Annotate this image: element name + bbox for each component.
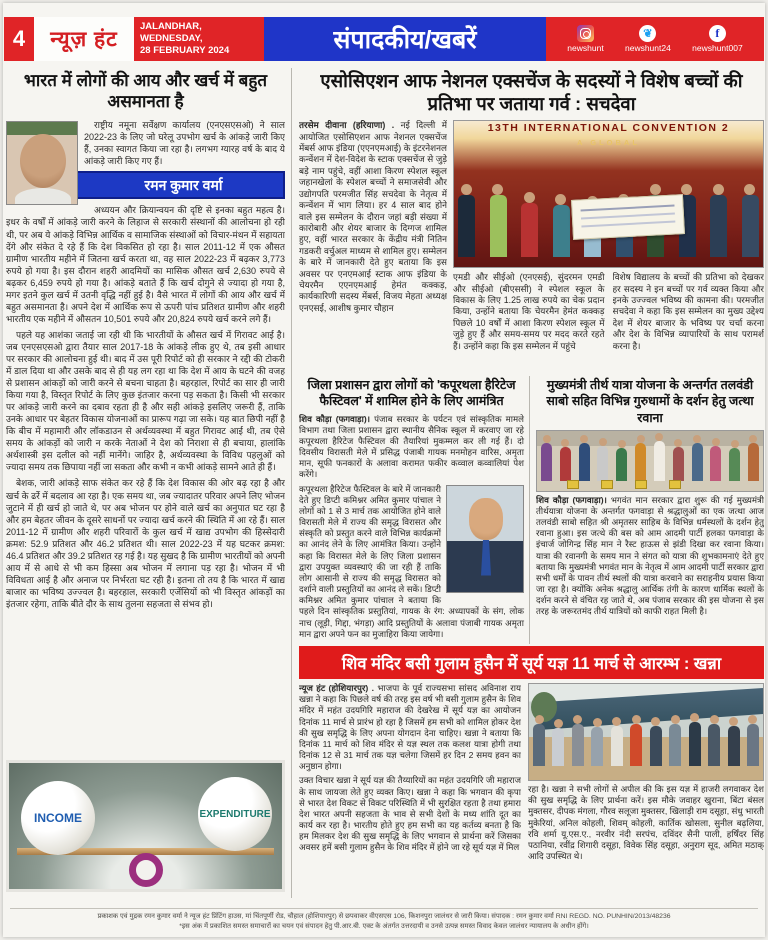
page-number: 4 bbox=[4, 17, 34, 61]
imprint-line1 bbox=[10, 912, 758, 922]
author-name-box: रमन कुमार वर्मा bbox=[6, 171, 285, 200]
convention-caption-right: विशेष विद्यालय के बच्चों की प्रतिभा को देखकर हर सदस्य ने इन बच्चों पर गर्व व्यक्त किया और इनके उज्ज्वल भविष्य की कामना की। परमजीत सचदेवा ने कहा कि इस सम्मेलन का मुख्य उद्देश्य देश में शेयर बाजार के भविष्य पर चर्चा करना और देश के विभिन्न व्यापारियों के साथ परामर्श करना है। bbox=[612, 272, 764, 351]
heritage-body: पंजाब सरकार के पर्यटन एवं सांस्कृतिक मामले विभाग तथा जिला प्रशासन द्वारा स्थानीय सैनिक स्कूल में करवाए जा रहे कपूरथला हैरिटेज फैस्टिवल की तैयारियां मुकम्मल कर ली गई हैं। दो दिवसीय विरासती मेले में प्रसिद्ध पंजाबी गायक मनमोहन वारिस, अमृता मान, सूफी फनकारों के अलावा करामत फकीर कव्वाल कव्वालियां पेश करेंगे। bbox=[299, 413, 525, 480]
yagna-text-right: रहा है। खन्ना ने सभी लोगों से अपील की कि इस यज्ञ में हाजरी लगवाकर देश की सुख समृद्धि के लिए प्रार्थना करें। इस मौके जवाहर खुराना, बिंटा बंसल मुक्तसर, दीपक मंगला, गौरव सलूजा मुक्तसर, खिलाड़ी राम दसूहा, संधु भारती मुकेरियां, अनिल कोहली, शिवम् कोहली, कार्तिक खोसला, सुनील बढ़लिया, रवि शर्मा यू.एस.ए., नरवीर नंदी सरपंच, दविंदर सैनी पाली, हर्षिंदर सिंह पठानिया, रवींद्र शिगारी दसूहा, विवेक सिंह दसूहा, अनुराग सूद, अमित मठाक् आदि उपस्थित थे। bbox=[528, 784, 764, 862]
section-title: संपादकीय/खबरें bbox=[264, 17, 546, 61]
imprint-line2: *इस अंक में प्रकाशित समस्त समाचारों का चयन एवं संपादन हेतु पी.आर.बी. एक्ट के अंतर्गत उत्तरदायी व उनसे उत्पन्न समस्त विवाद केवल जालंधर न्यायालय के अधीन होंगे। bbox=[179, 923, 589, 931]
convention-title: एसोसिएशन आफ नेशनल एक्सचेंज के सदस्यों ने विशेष बच्चों की प्रतिभा पर जताया गर्व : सचदेवा bbox=[320, 70, 743, 114]
editorial-paragraph: अध्ययन और क्रियान्वयन की दृष्टि से इनका बहुत महत्व है। इधर के वर्षों में आंकड़े जारी करने के लिहाज से सरकारी संस्थानों की आलोचना हो रही थी, पर अब ये आंकड़े विभिन्न आर्थिक व सामाजिक संस्थाओं को विचार-मंथन में सहायता देंगे और संकेत दे रहे हैं कि देश विकसित हो रहा है। साल 2011-12 में एक औसत ग्रामीण भारतीय महीने में जितना खर्च करता था, वह साल 2022-23 में बढ़कर 3,773 रुपये हो गया है। इस दौरान शहरी आदमियों का मासिक औसत खर्च 2,630 रुपये से बढ़कर 6,459 रुपये हो गया है। आंकड़े बताते हैं कि खर्च दोगुने से ज्यादा हो गया है, मगर इतने कुल खर्च में उतनी वृद्धि नहीं हुई है। वैसे भारत में लोगों की आय और खर्च में बहुत असमानता है। अपने देश में आर्थिक रूप से ऊपरी पांच प्रतिशत ग्रामीण और शहरी भारतीय एक महीने में औसतन 10,501 रुपये और 20,824 रुपये खर्च करने लगे हैं। bbox=[6, 205, 285, 324]
newspaper-logo: न्यूज़ हंट bbox=[34, 17, 134, 61]
pilgrimage-photo bbox=[536, 430, 764, 492]
imprint-publisher: प्रकाशक एवं मुद्रक रमन कुमार वर्मा ने न्यूज हंट प्रिंटिंग हाउस, मां चिंतपूर्णी रोड, चौहाल (होशियारपुर) से छपवाकर वीएसएस 106, किशनपुरा जालंधर से जारी किया। संपादक : रमन कुमार वर्मा bbox=[97, 913, 554, 921]
article-yagna bbox=[299, 646, 764, 898]
news-area bbox=[299, 68, 764, 898]
convention-photo-subbanner: A GLOBAL bbox=[577, 138, 640, 148]
imprint-footer bbox=[10, 908, 758, 932]
pilgrimage-crowd bbox=[541, 441, 759, 481]
convention-body: नई दिल्ली में आयोजित एसोसिएशन आफ नेशनल एक्सचेंज मेंबर्स आफ इंडिया (एएनएमआई) के इंटरनेशनल कन्वेंशन में देश-विदेश के स्टाक एक्सचेंज से जुड़े बड़े नाम पहुंचे, वहीं आशा किरण स्पेशल स्कूल जहानखेलां के स्पेशल बच्चों ने समाजसेवी और उद्योगपति परमजीत सिंह सचदेवा के नेतृत्व में कन्वेंशन में भाग लिया। हर 4 साल बाद होने वाले इस सम्मेलन के दौरान जहां बड़ी संख्या में कारोबारी और शेयर बाजार के दिग्गज शामिल हुए, वहीं भारत सरकार के केंद्रीय मंत्री नितिन गडकरी वर्चुअल माध्यम से शामिल हुए। सम्मेलन के बारे में जानकारी देते हुए बताया कि इस अवसर पर एनएमआई स्टाक आफ इंडिया के चेयरमैन एएनएमआई हेमंत कक्कड़, कार्यकारिणी सदस्य मेंबर्स, विजय मेहता अध्यक्ष एनएसई, आशीष कुमार चौहान bbox=[299, 120, 447, 313]
pilgrimage-paragraph bbox=[536, 495, 764, 618]
balance-ring bbox=[129, 853, 163, 887]
yagna-body1: भाजपा के पूर्व राज्यसभा सांसद अविनाश राय खन्ना ने कहा कि पिछले वर्ष की तरह इस वर्ष भी बसी गुलाम हुसैन के शिव मंदिर में महंत उदयगिरि महाराज की देखरेख में सूर्य यज्ञ का आयोजन दिनांक 11 मार्च से प्रारंभ हो रहा है जिसमें हम सभी को शामिल होकर देश की सुख समृद्धि के लिए अपना योगदान देना चाहिए। खन्ना ने बताया कि दिनांक 11 मार्च को शिव मंदिर से यज्ञ स्थल तक कलश यात्रा होगी तथा दिनांक 12 से 31 मार्च तक यज्ञ चलेगा जिसमें हर दिन 2 समय हवन का अनुष्ठान होगा। bbox=[299, 683, 521, 772]
yagna-crowd bbox=[533, 722, 759, 766]
yagna-title: शिव मंदिर बसी गुलाम हुसैन में सूर्य यज्ञ 11 मार्च से आरम्भ : खन्ना bbox=[299, 646, 764, 679]
editorial-text bbox=[6, 119, 285, 610]
heritage-paragraph bbox=[299, 414, 524, 481]
convention-byline: तरसेम दीवाना (हरियाणा) . bbox=[299, 120, 395, 131]
expenditure-sphere: EXPENDITURE bbox=[198, 777, 272, 851]
dateline-city: JALANDHAR, WEDNESDAY, bbox=[140, 21, 203, 45]
author-photo bbox=[6, 121, 78, 205]
article-convention bbox=[299, 68, 764, 374]
editorial-title: भारत में लोगों की आय और खर्च में बहुत असमानता है bbox=[23, 71, 268, 112]
heritage-title: जिला प्रशासन द्वारा लोगों को 'कपूरथला हैरिटेज फैस्टिवल' में शामिल होने के लिए आमंत्रित bbox=[307, 378, 516, 409]
heritage-byline: शिव कौड़ा (फगवाड़ा)। bbox=[299, 413, 370, 424]
instagram-icon bbox=[577, 25, 594, 42]
article-pilgrimage bbox=[536, 376, 764, 644]
convention-photo-banner: 13TH INTERNATIONAL CONVENTION 2 bbox=[487, 122, 730, 135]
twitter-icon: ❦ bbox=[639, 25, 656, 42]
editorial-paragraph: पहले यह आशंका जताई जा रही थी कि भारतीयों के औसत खर्च में गिरावट आई है। जब एनएसएसओ द्वारा तैयार साल 2017-18 के आंकड़े लीक हुए थे, तब इसी आधार पर सरकार की आलोचना हुई थी। बाद में उस पूरी रिपोर्ट को ही सरकार ने रद्दी की टोकरी में डाल दिया था और उसके बाद से ही यह लग रहा था कि देश में आय के घटने की वजह से प्रशासन आंकड़ों को जारी करने से बचना चाहता है। बहरहाल, रिपोर्ट का सार ही जारी किया गया है, विस्तृत रिपोर्ट के लिए कुछ इंतजार करना पड़ सकता है। किसी भी सरकार पर आंकड़े जारी करने का दबाव रहता ही है और सही आंकड़े इसलिए जरूरी हैं, ताकि उनके आधार पर बेहतर विकास योजनाओं का प्रारूप गढ़ा जा सके। यह बात छिपी नहीं है कि बीच में महामारी और लॉकडाउन से अर्थव्यवस्था में बहुत गिरावट आई थी, तब ऐसे समय के आंकड़ों को जारी न करके नेताओं ने देश को निराशा से ही बचाया, हालांकि अर्थशास्त्री इस दलील को नहीं मानेंगे। जाहिर है, अर्थव्यवस्था के विविध पहलुओं को ज्यादा समय तक छिपाया नहीं जा सकता और कभी न कभी आंकड़े सामने आते ही हैं। bbox=[6, 329, 285, 473]
deputy-commissioner-photo bbox=[446, 485, 524, 593]
convention-photo bbox=[453, 120, 764, 268]
twitter-handle: newshunt24 bbox=[624, 43, 671, 53]
income-expenditure-image bbox=[6, 760, 285, 892]
editorial-paragraph: राष्ट्रीय नमूना सर्वेक्षण कार्यालय (एनएसएसओ) ने साल 2022-23 के लिए जो घरेलू उपभोग खर्च के आंकड़े जारी किए हैं, उनका स्वागत किया जा रहा है। लगभग ग्यारह वर्ष के बाद ये आंकड़े जारी किए गए हैं। bbox=[84, 119, 285, 166]
pilgrimage-byline: शिव कौड़ा (फगवाड़ा)। bbox=[536, 494, 607, 505]
gift-bags-graphic bbox=[567, 480, 681, 489]
dateline-date: 28 FEBRUARY 2024 bbox=[140, 44, 230, 56]
editorial-body bbox=[6, 68, 285, 758]
instagram-handle: newshunt bbox=[567, 43, 604, 53]
pilgrimage-body: भगवंत मान सरकार द्वारा शुरू की गई मुख्यमंत्री तीर्थयात्रा योजना के अन्तर्गत फगवाड़ा से श्रद्धालुओं का एक जत्था आज तलवंडी साबो सहित श्री अमृतसर साहिब के विभिन्न धर्मस्थलों के दर्शन हेतु रवाना हुआ। इस जत्थे की बस को आम आदमी पार्टी हलका फगवाड़ा के इंचार्ज जोगिन्द्र सिंह मान ने रैस्ट हाऊस से झंडी दिखा कर रवाना किया। यात्रा की रवानगी के समय मान ने संगत को यात्रा की शुभकामनाएं देते हुए बताया कि मुख्यमंत्री भगवंत मान के नेतृत्व में आम आदमी पार्टी सरकार द्वारा सभी धर्मों के पावन तीर्थ स्थलों की यात्रा करवाने का सराहनीय प्रयास किया जा रहा है। क्योंकि अनेक श्रद्धालु आर्थिक तंगी के कारण धार्मिक स्थलों के दर्शन करने से वंचित रह जाते थे, अब पंजाब सरकार की इस योजना से इस तरह के जरूरतमंद तीर्थ यात्रियों को काफी राहत मिली है। bbox=[536, 494, 764, 617]
yagna-paragraph bbox=[299, 683, 521, 772]
yagna-byline: न्यूज हंट (होशियारपुर) . bbox=[299, 683, 375, 693]
facebook-icon: f bbox=[709, 25, 726, 42]
yagna-paragraph: उक्त विचार खन्ना ने सूर्य यज्ञ की तैय्यारियों का महंत उदयगिरि जी महाराज के साथ जायजा लेते हुए व्यक्त किए। खन्ना ने कहा कि भगवान की कृपा से भारत देश विकट से विकट परिस्थिति में भी सुरक्षित रहता है तथा हमारा देश भारत अपनी सहजता के भाव से सभी देशों के मध्य शांति दूत का कार्य कर रहा है। भारतीय होते हुए हम सभी का यह कर्तव्य बनता है कि हम मिलकर देश की सुख समृद्धि के लिए भगवान से प्रार्थना करें जिसका अवसर हमें बसी गुलाम हुसैन के शिव मंदिर में होने जा रहे सूर्य यज्ञ में मिल bbox=[299, 775, 521, 853]
convention-caption-left: एमडी और सीईओ (एनएसई), सुंदरमन एमडी और सीईओ (बीएससी) ने स्पेशल स्कूल के विकास के लिए 1.25 लाख रुपये का चेक प्रदान किया, उन्होंने बताया कि चेयरमैन हेमंत कक्कड़ पिछले 10 वर्षों में आशा किरण स्पेशल स्कूल में जुड़े हुए हैं और समय-समय पर मदद करते रहते हैं। उन्होंने कहा कि इस सम्मेलन में पहुंचे bbox=[453, 272, 605, 351]
heritage-text bbox=[299, 414, 524, 640]
facebook-handle: newshunt007 bbox=[692, 43, 743, 53]
social-facebook bbox=[692, 25, 743, 53]
pilgrimage-title: मुख्यमंत्री तीर्थ यात्रा योजना के अन्तर्गत तलवंडी साबो सहित विभिन्न गुरुधामों के दर्शन हेतु जत्था रवाना bbox=[546, 378, 754, 425]
yagna-text-left bbox=[299, 683, 521, 895]
social-strip bbox=[546, 17, 764, 61]
article-heritage bbox=[299, 376, 530, 644]
masthead bbox=[4, 17, 764, 61]
pilgrimage-text bbox=[536, 495, 764, 618]
editorial-paragraph: बेशक, जारी आंकड़े साफ संकेत कर रहे हैं कि देश विकास की ओर बढ़ रहा है और खर्च के ढर्रे में बदलाव आ रहा है। एक समय था, जब ज्यादातर परिवार अपने लिए भोजन जुटाने में ही खर्च हो जाते थे, पर अब भोजन पर होने वाले खर्च का अनुपात घट रहा है और हम बेहतर जीवन के दूसरे साधनों पर ज्यादा खर्च करने की स्थिति में आ रहे हैं। साल 2011-12 में ग्रामीण और शहरी परिवारों के कुल खर्च में खाद्य उपभोग की हिस्सेदारी क्रमश: 52.9 प्रतिशत और 46.2 प्रतिशत थी। साल 2022-23 में यह घटकर क्रमश: 46.4 प्रतिशत और 39.2 प्रतिशत रह गई है। यह सुखद है कि ग्रामीण भारतीयों को अपनी आय में से आधे से भी कम हिस्सा अब भोजन में लगाना पड़ रहा है। भोजन में भी विविधता आई है और अनाज पर निर्भरता घट रही है। इतना तो तय है कि भारत में खाद्य बाजार का भविष्य उज्ज्वल है। बहरहाल, सरकारी एजेंसियों को भी विस्तृत आंकड़ों का इंतजार रहेगा, ताकि बीते दौर के साथ तुलना सहजता से संभव हो। bbox=[6, 478, 285, 609]
income-sphere: INCOME bbox=[21, 781, 95, 855]
editorial-column bbox=[6, 68, 292, 898]
social-twitter bbox=[625, 25, 671, 53]
cheque-graphic bbox=[571, 194, 685, 240]
social-instagram bbox=[567, 25, 603, 53]
convention-text bbox=[299, 120, 447, 358]
dateline bbox=[134, 17, 264, 61]
imprint-rni: RNI REGD. NO. PUNHIN/2013/48236 bbox=[555, 913, 671, 921]
yagna-photo bbox=[528, 683, 764, 781]
heritage-paragraph: कपूरथला हैरिटेज फैस्टिवल के बारे में जानकारी देते हुए डिप्टी कमिश्नर अमित कुमार पांचाल ने लोगों को 1 से 3 मार्च तक आयोजित होने वाले विरासती मेले में राज्य की समृद्ध विरासत और संस्कृति को प्रस्तुत करने वाले विभिन्न कार्यक्रमों का आनंद लेने के लिए आमंत्रित किया। उन्होंने कहा कि विरासत मेले के लिए जिला प्रशासन द्वारा उपयुक्त व्यवस्थाएं की जा रही हैं ताकि लोग आसानी से राज्य की समृद्ध विरासत को दर्शाने वाली प्रस्तुतियों का आनंद ले सकें। डिप्टी कमिश्नर अमित कुमार पांचाल ने बताया कि पहले दिन सांस्कृतिक प्रस्तुतियां, गायक के रंग: अध्यापकों के संग, लोक नाच (लूड़ी, गिद्दा, भंगड़ा) आदि प्रस्तुतियों के अलावा पंजाबी गायक अमृता मान द्वारा अपने फन का मुजाहिरा किया जायेगा। bbox=[299, 483, 524, 639]
